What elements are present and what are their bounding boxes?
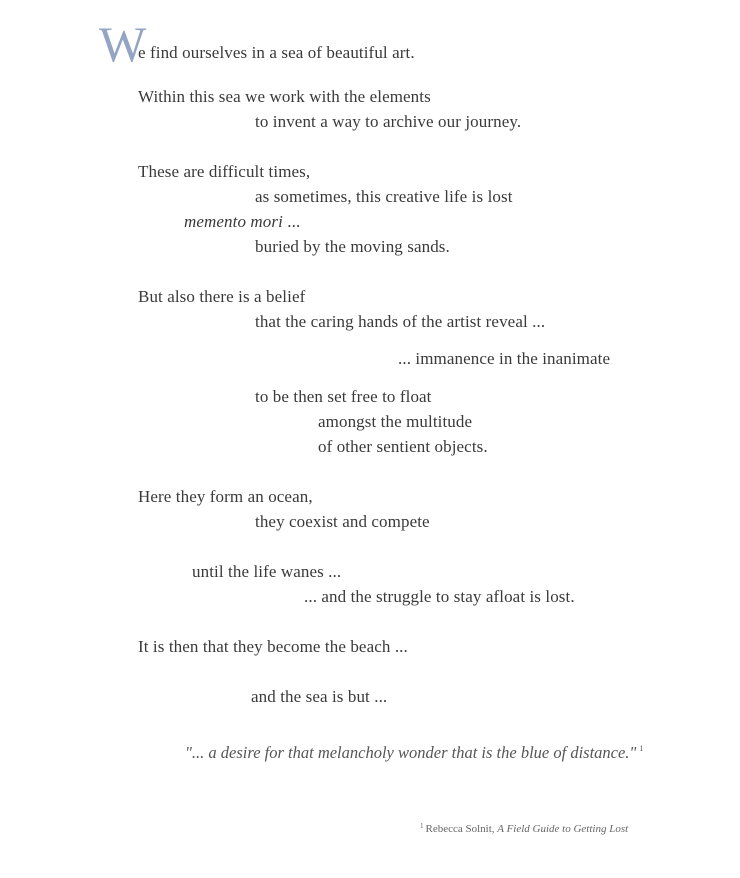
epigraph-quote: [185, 743, 643, 763]
poem-line: to be then set free to float: [255, 387, 432, 406]
ellipsis: ...: [282, 212, 301, 231]
poem-line: Here they form an ocean,: [138, 487, 313, 506]
poem-line: But also there is a belief: [138, 287, 306, 306]
footnote-marker: 1: [639, 744, 644, 753]
quote-text: "... a desire for that melancholy wonder that is the blue of distance.": [185, 743, 637, 762]
footnote: [420, 822, 628, 835]
poem-line: ... immanence in the inanimate: [398, 349, 611, 368]
poem-line: It is then that they become the beach ...: [138, 637, 408, 656]
poem-line: buried by the moving sands.: [255, 237, 450, 256]
poem-line: These are difficult times,: [138, 162, 311, 181]
footnote-author: Rebecca Solnit,: [425, 823, 498, 835]
poem-line: that the caring hands of the artist reveal ...: [255, 312, 546, 331]
poem-line: and the sea is but ...: [251, 687, 388, 706]
poem-line: [184, 212, 300, 232]
poem-line: they coexist and compete: [255, 512, 430, 531]
latin-phrase: memento mori: [184, 212, 283, 231]
opening-line: e find ourselves in a sea of beautiful art.: [138, 43, 415, 62]
drop-cap: W: [99, 16, 147, 72]
poem-line: amongst the multitude: [318, 412, 473, 431]
poem-line: to invent a way to archive our journey.: [255, 112, 522, 131]
poem-line: of other sentient objects.: [318, 437, 488, 456]
poem-line: Within this sea we work with the elements: [138, 87, 431, 106]
poem-line: as sometimes, this creative life is lost: [255, 187, 513, 206]
footnote-title: A Field Guide to Getting Lost: [497, 823, 629, 835]
poem-line: until the life wanes ...: [192, 562, 342, 581]
footnote-number: 1: [420, 822, 424, 830]
poem-line: ... and the struggle to stay afloat is lost.: [304, 587, 575, 606]
